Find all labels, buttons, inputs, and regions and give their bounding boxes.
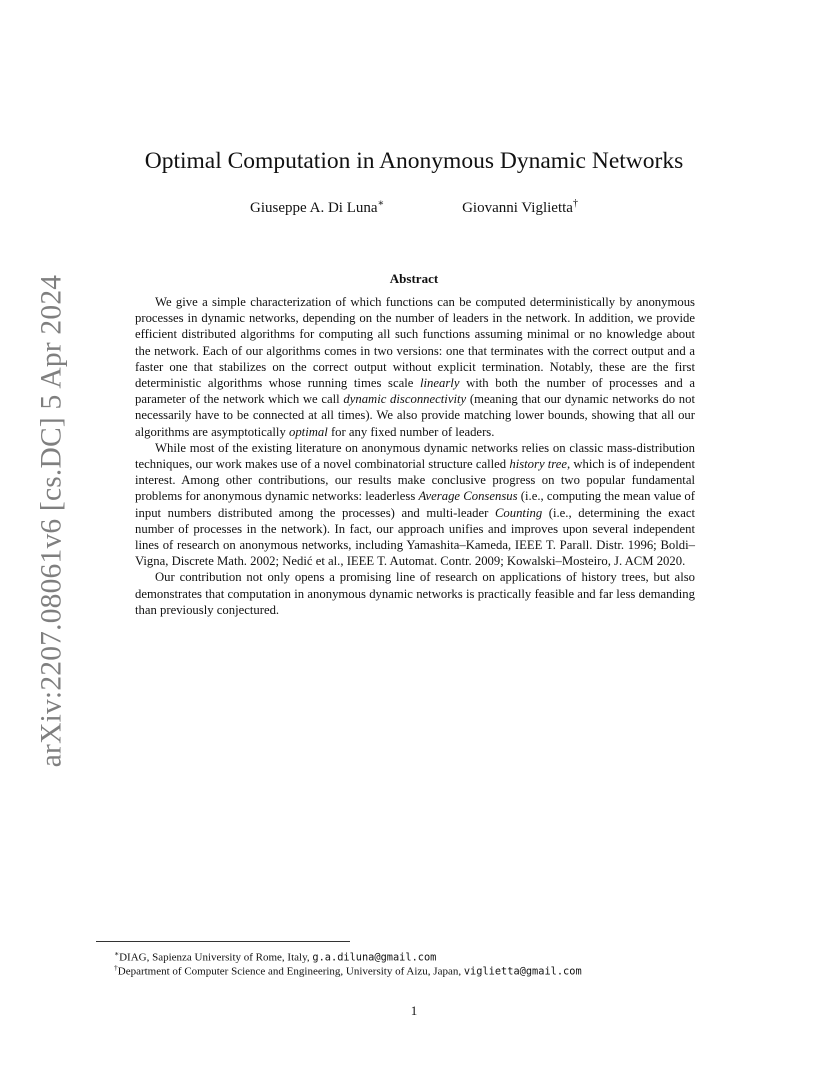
text-run: We give a simple characterization of which functions can be computed deterministically by anonymous processes in dynamic networks, depending on the number of leaders in the network. In addition, we provide efficient distributed algorithms for computing all such functions assuming minimal or no knowledge about the network. Each of our algorithms comes in two versions: one that terminates with the correct output and a faster one that stabilizes on the correct output without explicit termination. Notably, these are the first deterministic algorithms whose running times scale bbox=[135, 295, 695, 391]
footnote-text: Department of Computer Science and Engineering, University of Aizu, Japan, bbox=[117, 965, 464, 978]
email-link[interactable]: g.a.diluna@gmail.com bbox=[312, 951, 437, 964]
abstract-paragraph-2 bbox=[135, 440, 695, 570]
footnote-mark: ∗ bbox=[114, 949, 120, 958]
footnote-text: DIAG, Sapienza University of Rome, Italy, bbox=[119, 951, 313, 964]
author-mark: ∗ bbox=[377, 198, 385, 209]
footnote-2 bbox=[114, 963, 582, 978]
paper-title: Optimal Computation in Anonymous Dynamic Networks bbox=[144, 148, 684, 174]
abstract-body bbox=[135, 294, 695, 618]
author-mark: † bbox=[572, 198, 578, 209]
text-run: for any fixed number of leaders. bbox=[327, 424, 495, 439]
author-2 bbox=[462, 198, 578, 217]
text-run: (meaning that our dynamic networks do not necessarily have to be connected at all times). We also provide matching lower bounds, showing that all our algorithms are asymptotically bbox=[135, 392, 695, 439]
author-list bbox=[0, 198, 828, 217]
page-number: 1 bbox=[410, 1003, 418, 1018]
footnote-1 bbox=[114, 949, 436, 964]
text-run: (i.e., determining the exact number of processes in the network). In fact, our approach unifies and improves upon several independent lines of research on anonymous networks, including Yamashita–Kameda, IEEE T. Parall. Distr. 1996; Boldi–Vigna, Discrete Math. 2002; Nedić et al., IEEE T. Automat. Contr. 2009; Kowalski–Mosteiro, J. ACM 2020. bbox=[135, 505, 695, 569]
arxiv-identifier: arXiv:2207.08061v6 [cs.DC] 5 Apr 2024 bbox=[35, 274, 68, 768]
emphasis: history tree bbox=[509, 457, 568, 472]
author-1 bbox=[250, 198, 384, 217]
abstract-paragraph-1 bbox=[135, 294, 695, 440]
footnote-rule bbox=[96, 941, 350, 942]
author-name: Giovanni Viglietta bbox=[462, 200, 573, 216]
emphasis: Counting bbox=[494, 505, 543, 520]
emphasis: optimal bbox=[288, 424, 328, 439]
emphasis: dynamic disconnectivity bbox=[343, 392, 467, 407]
abstract-paragraph-3: Our contribution not only opens a promising line of research on applications of history trees, but also demonstrates that computation in anonymous dynamic networks is practically feasible and far less demanding than previously conjectured. bbox=[135, 570, 695, 617]
email-link[interactable]: viglietta@gmail.com bbox=[463, 965, 582, 978]
text-run: (i.e., computing the mean value of input numbers distributed among the processes) and multi-leader bbox=[135, 489, 695, 520]
abstract-heading: Abstract bbox=[389, 271, 439, 286]
text-run: , which is of independent interest. Among other contributions, our results make conclusive progress on two popular fundamental problems for anonymous dynamic networks: leaderless bbox=[135, 457, 695, 504]
text-run: with both the number of processes and a parameter of the network which we call bbox=[135, 376, 695, 407]
emphasis: linearly bbox=[420, 376, 460, 391]
footnote-mark: † bbox=[114, 963, 118, 972]
emphasis: Average Consensus bbox=[418, 489, 518, 504]
text-run: While most of the existing literature on anonymous dynamic networks relies on classic mass-distribution techniques, our work makes use of a novel combinatorial structure called bbox=[135, 440, 695, 472]
author-name: Giuseppe A. Di Luna bbox=[250, 200, 378, 216]
